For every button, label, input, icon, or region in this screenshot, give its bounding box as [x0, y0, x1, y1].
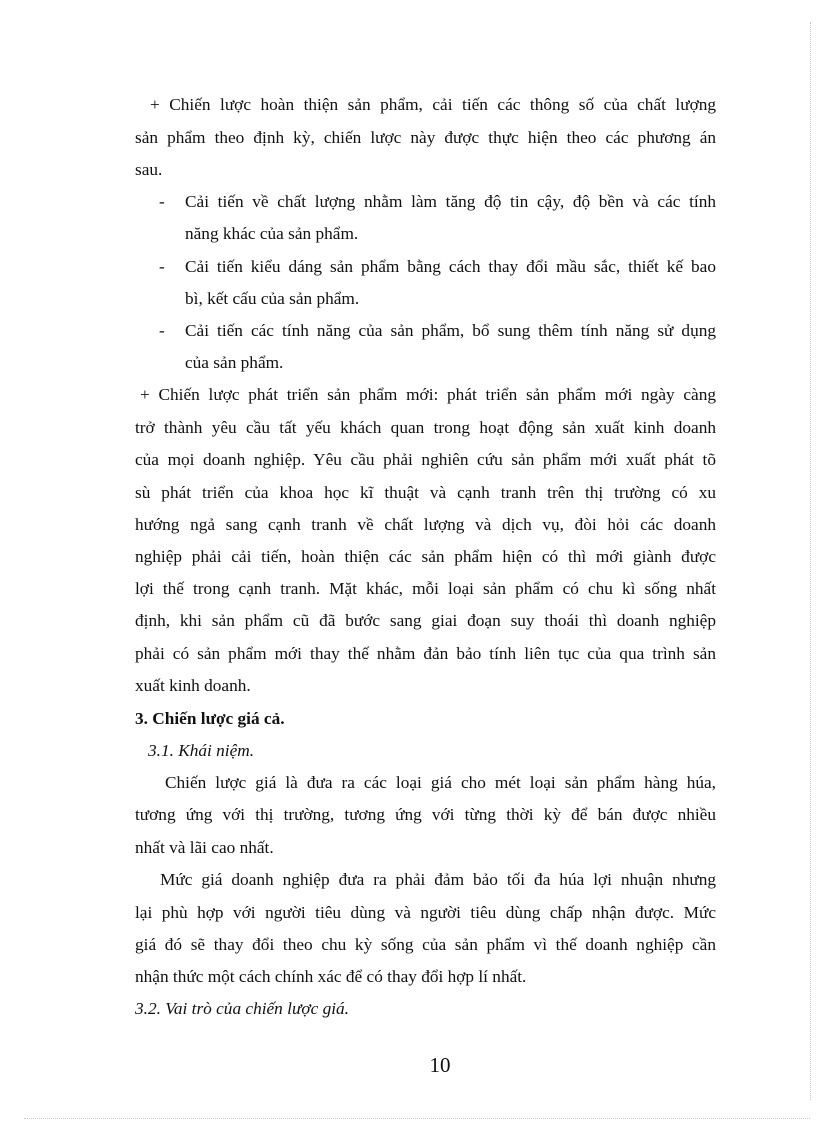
paragraph-2-line-2: trở thành yêu cầu tất yếu khách quan trong hoạt động sản xuất kinh doanh	[135, 418, 716, 437]
page-border-bottom	[24, 1118, 810, 1119]
bullet-3-dash: -	[159, 321, 165, 340]
subsection-heading-3-2: 3.2. Vai trò của chiến lược giá.	[135, 999, 349, 1018]
paragraph-4-line-4: nhận thức một cách chính xác để có thay đổi hợp lí nhất.	[135, 967, 527, 986]
paragraph-2-line-7: lợi thế trong cạnh tranh. Mặt khác, mỗi loại sản phẩm có chu kì sống nhất	[135, 579, 716, 598]
page-number: 10	[429, 1053, 451, 1077]
paragraph-1-line-3: sau.	[135, 160, 163, 179]
bullet-2-dash: -	[159, 257, 165, 276]
paragraph-2-line-3: của mọi doanh nghiệp. Yêu cầu phải nghiên cứu sản phẩm mới xuất phát tõ	[135, 450, 716, 469]
paragraph-2-line-1: + Chiến lược phát triển sản phẩm mới: phát triển sản phẩm mới ngày càng	[140, 385, 716, 404]
bullet-3-line-1: Cải tiến các tính năng của sản phẩm, bổ sung thêm tính năng sử dụng	[185, 321, 716, 340]
paragraph-2-line-9: phải có sản phẩm mới thay thế nhằm đản bảo tính liên tục của qua trình sản	[135, 644, 716, 663]
bullet-3-line-2: của sản phẩm.	[185, 353, 284, 372]
paragraph-4-line-2: lại phù hợp với người tiêu dùng và người tiêu dùng chấp nhận được. Mức	[135, 903, 716, 922]
subsection-heading-3-1: 3.1. Khái niệm.	[148, 741, 255, 760]
paragraph-2-line-8: định, khi sản phẩm cũ đã bước sang giai đoạn suy thoái thì doanh nghiệp	[135, 611, 716, 630]
paragraph-4-line-3: giá đó sẽ thay đổi theo chu kỳ sống của sản phẩm vì thế doanh nghiệp cần	[135, 935, 716, 954]
paragraph-2-line-10: xuất kinh doanh.	[135, 676, 251, 695]
bullet-2-line-1: Cải tiến kiểu dáng sản phẩm bằng cách thay đổi mầu sắc, thiết kế bao	[185, 257, 716, 276]
bullet-1-line-2: năng khác của sản phẩm.	[185, 224, 359, 243]
page-border-right	[810, 22, 811, 1100]
bullet-1-dash: -	[159, 192, 165, 211]
bullet-2-line-2: bì, kết cấu của sản phẩm.	[185, 289, 360, 308]
paragraph-3-line-2: tương ứng với thị trường, tương ứng với từng thời kỳ để bán được nhiều	[135, 805, 716, 824]
paragraph-1-line-2: sản phẩm theo định kỳ, chiến lược này được thực hiện theo các phương án	[135, 128, 716, 147]
paragraph-2-line-4: sù phát triển của khoa học kĩ thuật và cạnh tranh trên thị trường có xu	[135, 483, 716, 502]
paragraph-2-line-6: nghiệp phải cải tiến, hoàn thiện các sản phẩm hiện có thì mới giành được	[135, 547, 716, 566]
paragraph-4-line-1: Mức giá doanh nghiệp đưa ra phải đảm bảo tối đa húa lợi nhuận nhưng	[160, 870, 716, 889]
paragraph-1-line-1: + Chiến lược hoàn thiện sản phẩm, cải tiến các thông số của chất lượng	[150, 95, 716, 114]
bullet-1-line-1: Cải tiến về chất lượng nhằm làm tăng độ tin cậy, độ bền và các tính	[185, 192, 716, 211]
paragraph-3-line-1: Chiến lược giá là đưa ra các loại giá cho mét loại sản phẩm hàng húa,	[165, 773, 716, 792]
paragraph-2-line-5: hướng ngả sang cạnh tranh về chất lượng và dịch vụ, đòi hỏi các doanh	[135, 515, 716, 534]
section-heading: 3. Chiến lược giá cả.	[135, 709, 285, 728]
paragraph-3-line-3: nhất và lãi cao nhất.	[135, 838, 274, 857]
